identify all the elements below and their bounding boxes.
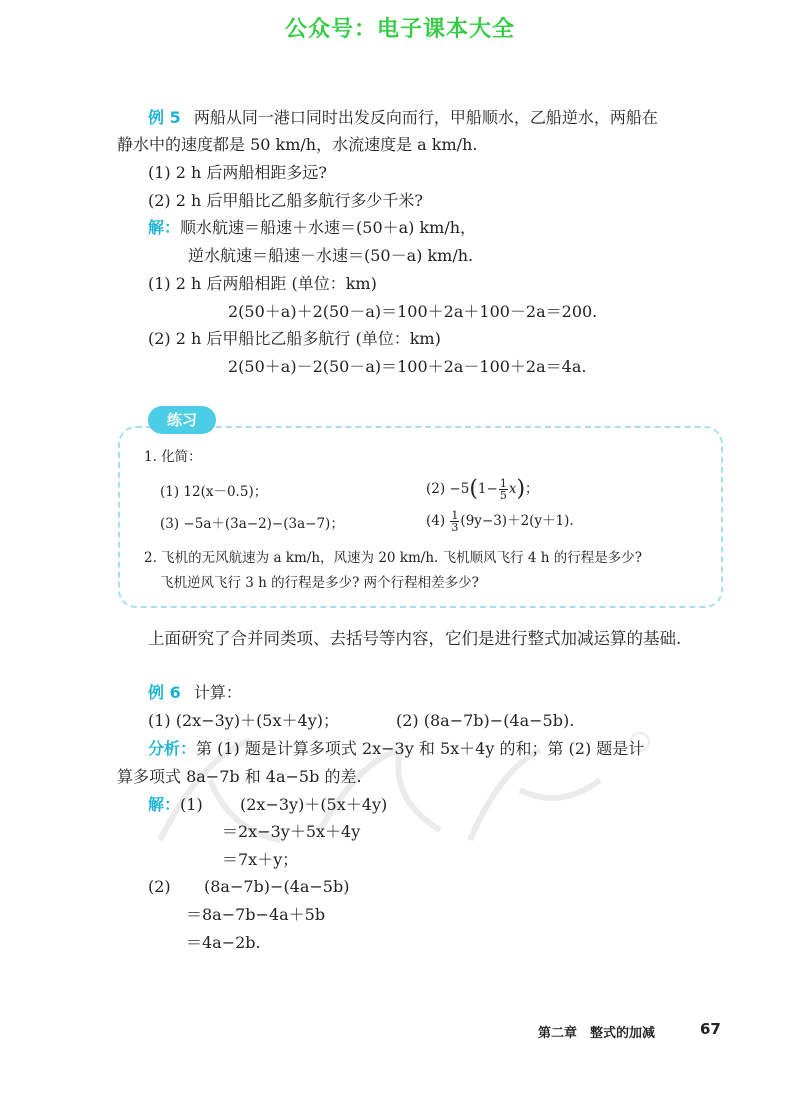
solution-label: 解： [148,218,181,237]
example6-s2-num: (2) [148,877,171,896]
example6-s1-line3: ＝7x＋y； [222,850,299,869]
example5-question2: (2) 2 h 后甲船比乙船多航行多少千米? [148,191,423,210]
solution-label-2: 解： [148,795,181,814]
fraction-one-third: $\frac{1}{3}$ [451,509,459,534]
practice-item2-line1: 2. 飞机的无风航速为 a km/h，风速为 20 km/h. 飞机顺风飞行 4 h 的行程是多少? [144,550,642,566]
practice-problem2: (2) −5(1− $\frac{1}{5}$ x)； [426,476,539,502]
practice-label: 练习 [148,406,216,434]
practice-problem3: (3) −5a＋(3a−2)−(3a−7)； [160,516,344,532]
example5-line1: 例 5 两船从同一港口同时出发反向而行，甲船顺水，乙船逆水，两船在 [148,108,658,127]
example6-s2-line1: (8a−7b)−(4a−5b) [204,877,350,896]
example5-solution-part1: (1) 2 h 后两船相距 (单位：km) [148,274,377,293]
summary-text: 上面研究了合并同类项、去括号等内容，它们是进行整式加减运算的基础. [148,629,682,648]
source-watermark: 公众号：电子课本大全 [284,17,515,42]
example5-solution-line1: 解：顺水航速＝船速＋水速＝(50＋a) km/h， [148,218,477,237]
chapter-footer: 第二章 整式的加减 [538,1026,656,1041]
example6-s2-line3: ＝4a−2b. [186,933,261,952]
example6-title: 例 6 计算： [148,683,242,702]
example5-solution-part1-equation: 2(50＋a)＋2(50－a)＝100＋2a＋100－2a＝200. [228,302,598,321]
example5-solution-line2: 逆水航速＝船速－水速＝(50－a) km/h. [188,246,474,265]
example6-s1-line2: ＝2x−3y＋5x＋4y [222,822,361,841]
example5-line2: 静水中的速度都是 50 km/h，水流速度是 a km/h. [117,135,478,154]
example6-question2: (2) (8a−7b)−(4a−5b). [396,711,575,730]
practice-problem4: (4) $\frac{1}{3}$ (9y−3)＋2(y＋1). [426,509,574,534]
example6-analysis-line1: 分析：第 (1) 题是计算多项式 2x−3y 和 5x＋4y 的和；第 (2) 题是计 [148,739,645,758]
example5-solution-part2-equation: 2(50＋a)－2(50－a)＝100＋2a－100＋2a＝4a. [228,357,587,376]
example6-analysis-line2: 算多项式 8a−7b 和 4a−5b 的差. [117,767,362,786]
practice-item1: 1. 化简： [144,449,202,465]
example6-question1: (1) (2x−3y)＋(5x＋4y)； [148,711,339,730]
page-number: 67 [700,1020,721,1038]
example6-solution-part1-header: 解：(1) [148,795,203,814]
example6-s2-line2: ＝8a−7b−4a＋5b [186,905,326,924]
example6-s1-line1: (2x−3y)＋(5x＋4y) [240,795,388,814]
example5-label: 例 5 [148,108,181,127]
example5-question1: (1) 2 h 后两船相距多远? [148,163,327,182]
practice-item2-line2: 飞机逆风飞行 3 h 的行程是多少? 两个行程相差多少? [160,575,479,591]
analysis-label: 分析： [148,739,197,758]
practice-problem1: (1) 12(x－0.5)； [160,484,268,500]
example5-solution-part2: (2) 2 h 后甲船比乙船多航行 (单位：km) [148,329,441,348]
fraction-one-fifth: $\frac{1}{5}$ [499,477,507,502]
example6-label: 例 6 [148,683,181,702]
